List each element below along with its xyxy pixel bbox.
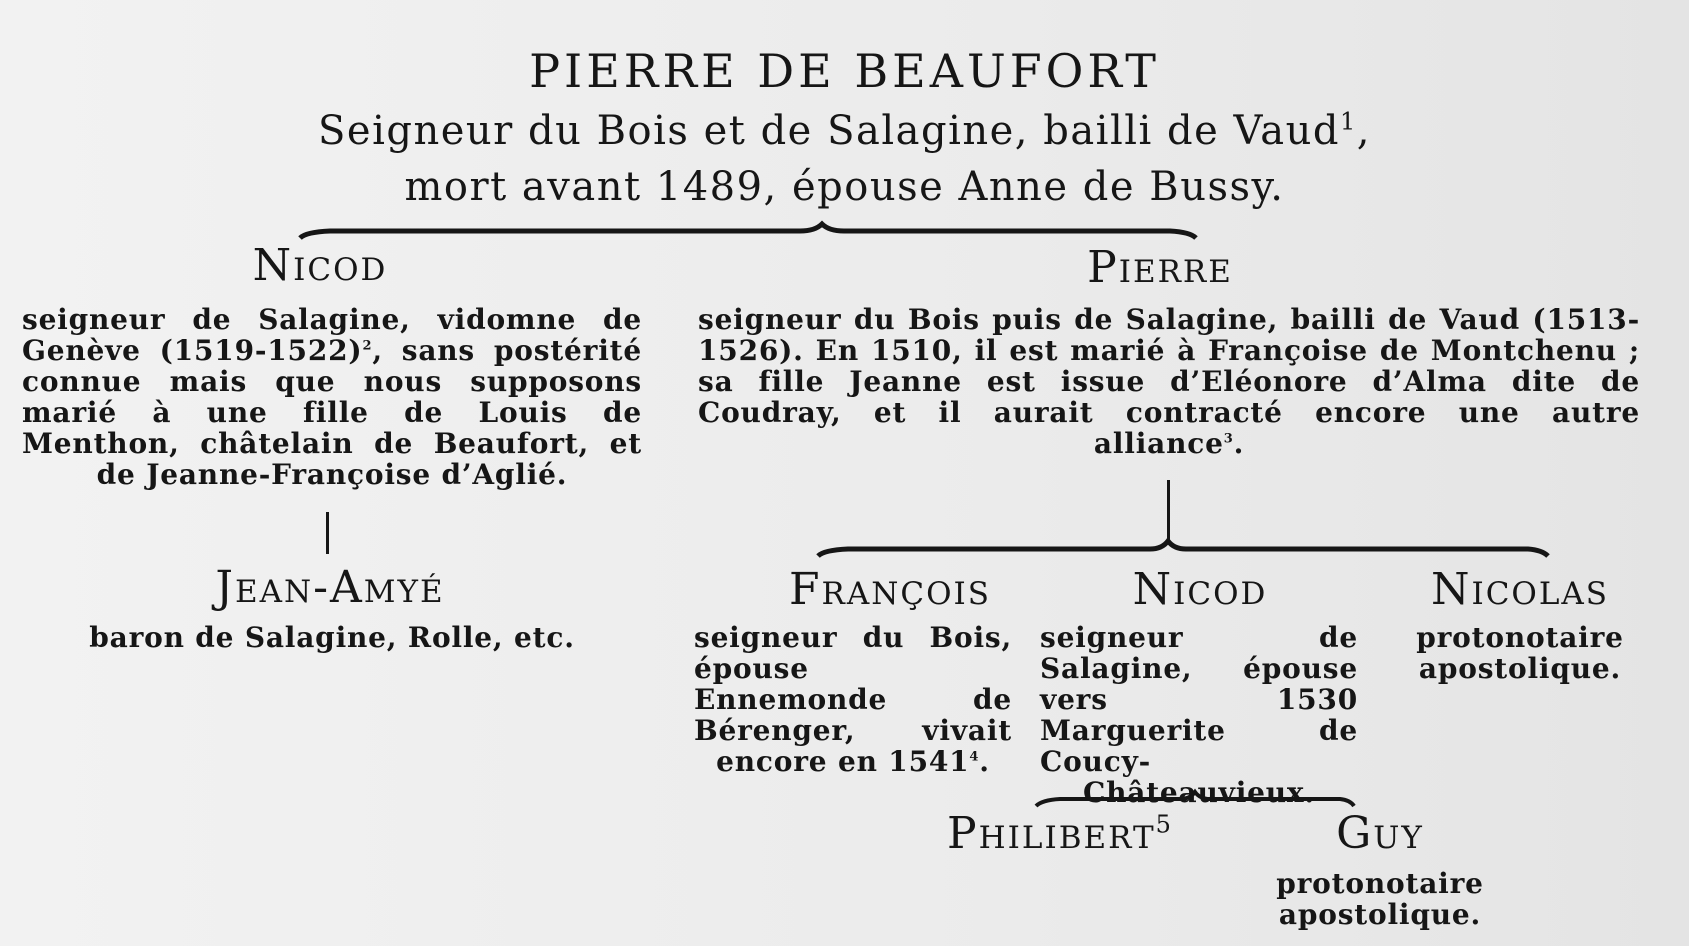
guy-name: Guy bbox=[1336, 808, 1424, 859]
nicod-elder-desc bbox=[22, 304, 642, 490]
pierre-desc bbox=[698, 304, 1640, 459]
jean-amye-name: Jean-Amyé bbox=[215, 562, 445, 613]
footnote-2: 2 bbox=[362, 338, 373, 354]
footnote-1: 1 bbox=[1339, 107, 1357, 136]
root-description bbox=[0, 103, 1689, 215]
children-brace-line bbox=[818, 541, 1548, 556]
root-line1: Seigneur du Bois et de Salagine, bailli de Vaud bbox=[318, 108, 1340, 154]
footnote-5: 5 bbox=[1155, 810, 1173, 839]
pierre-descent-line bbox=[1167, 480, 1170, 544]
root-name: PIERRE DE BEAUFORT bbox=[529, 44, 1160, 98]
nicod-elder-name: Nicod bbox=[252, 240, 388, 291]
nicod-younger-name: Nicod bbox=[1132, 564, 1268, 615]
nicod-elder-descent-line bbox=[326, 512, 329, 554]
francois-desc-text: seigneur du Bois, épouse Ennemonde de Bérenger, vivait encore en 1541 bbox=[694, 621, 1012, 778]
footnote-3: 3 bbox=[1223, 431, 1234, 447]
root-brace-line bbox=[300, 224, 1196, 238]
root-line2: mort avant 1489, épouse Anne de Bussy. bbox=[404, 164, 1285, 210]
nicod-younger-desc: seigneur de Salagine, épouse vers 1530 Marguerite de Coucy-Châteauvieux. bbox=[1040, 621, 1358, 809]
footnote-4: 4 bbox=[969, 749, 980, 765]
francois-desc bbox=[694, 622, 1012, 777]
nicolas-desc: protonotaire apostolique. bbox=[1416, 621, 1624, 685]
francois-desc-end: . bbox=[979, 745, 990, 778]
guy-desc: protonotaire apostolique. bbox=[1276, 867, 1484, 931]
jean-amye-desc: baron de Salagine, Rolle, etc. bbox=[89, 621, 575, 654]
philibert-name bbox=[900, 808, 1220, 859]
francois-name: François bbox=[789, 564, 991, 615]
philibert-name-text: Philibert bbox=[947, 808, 1156, 859]
nicod-elder-desc-rest: , sans postérité connue mais que nous supposons marié à une fille de Louis de Menthon, châtelain de Beaufort, et de Jeanne-Françoise d’Aglié. bbox=[22, 334, 642, 491]
pierre-name: Pierre bbox=[1087, 242, 1233, 293]
pierre-desc-end: . bbox=[1233, 427, 1245, 460]
pierre-desc-text: seigneur du Bois puis de Salagine, bailli de Vaud (1513-1526). En 1510, il est marié à Françoise de Montchenu ; sa fille Jeanne est issue d’Eléonore d’Alma dite de Coudray, et il aurait contracté encore une autre alliance bbox=[698, 303, 1640, 460]
nicolas-name: Nicolas bbox=[1430, 564, 1610, 615]
nicod-elder-desc-text: seigneur de Salagine, vidomne de Genève (1519-1522) bbox=[22, 303, 642, 367]
root-line1-end: , bbox=[1356, 108, 1371, 154]
